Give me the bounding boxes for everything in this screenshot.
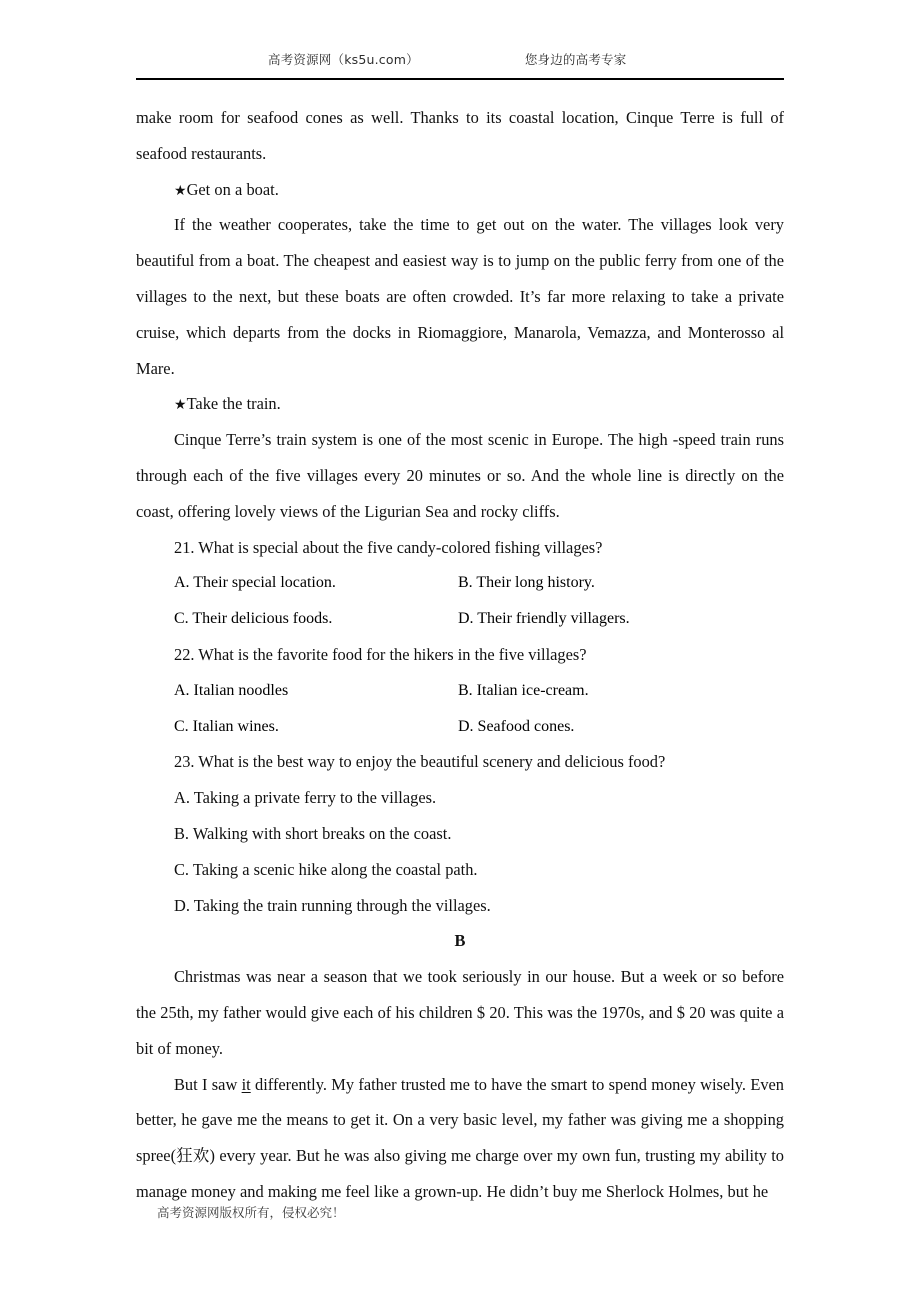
question-22-option-d[interactable]: D. Seafood cones. [458,717,575,735]
paragraph-christmas: Christmas was near a season that we took seriously in our house. But a week or so before the 25th, my father would give each of his children $ 20. This was the 1970s, and $ 20 was quite a bit of money. [136,967,784,1058]
paragraph-seafood: make room for seafood cones as well. Thanks to its coastal location, Cinque Terre is full of seafood restaurants. [136,108,784,163]
question-21-option-b[interactable]: B. Their long history. [458,574,595,592]
paragraph-text-before-underline: But I saw [174,1074,242,1094]
paragraph-boat: If the weather cooperates, take the time to get out on the water. The villages look very beautiful from a boat. The cheapest and easiest way is to jump on the public ferry from one of the villages to the next, but these boats are often crowded. It’s far more relaxing to take a private cruise, which departs from the docks in Riomaggiore, Manarola, Vemazza, and Monterosso al Mare. [136,215,784,378]
bullet-take-the-train-label: Take the train. [186,394,281,414]
star-icon: ★ [174,398,187,414]
question-22-options-row-1 [136,673,784,709]
question-21-option-a[interactable]: A. Their special location. [174,574,336,592]
question-21-options-row-2 [136,601,784,637]
paragraph-train: Cinque Terre’s train system is one of the most scenic in Europe. The high -speed train runs through each of the five villages every 20 minutes or so. And the whole line is directly on the coast, offering lovely views of the Ligurian Sea and rocky cliffs. [136,430,784,521]
page-footer: 高考资源网版权所有，侵权必究！ [157,1205,345,1220]
question-23-option-b[interactable]: B. Walking with short breaks on the coast. [174,823,452,843]
question-22 [136,637,784,744]
question-23-option-d[interactable]: D. Taking the train running through the villages. [174,895,491,915]
header-tagline: 您身边的高考专家 [524,52,627,67]
question-22-stem: 22. What is the favorite food for the hikers in the five villages? [174,644,587,664]
header-row [136,50,784,68]
star-icon: ★ [174,183,187,199]
question-23-stem: 23. What is the best way to enjoy the beautiful scenery and delicious food? [174,752,666,772]
paragraph-but-i-saw-it [136,1067,784,1210]
page-header [136,50,784,80]
header-divider-rule [136,78,784,80]
document-content [136,100,784,1210]
question-23-option-a[interactable]: A. Taking a private ferry to the villages. [174,788,437,808]
question-22-option-a[interactable]: A. Italian noodles [174,681,289,699]
bullet-get-on-a-boat-label: Get on a boat. [186,179,279,199]
question-23-option-c[interactable]: C. Taking a scenic hike along the coastal path. [174,859,478,879]
paragraph-text-after-underline: differently. My father trusted me to have the smart to spend money wisely. Even better, he gave me the means to get it. On a very basic level, my father was giving me a shopping spree(狂欢) every year. But he was also giving me charge over my own fun, trusting my ability to manage money and making me feel like a grown-up. He didn’t buy me Sherlock Holmes, but he [136,1074,784,1201]
section-heading-b: B [454,931,466,951]
question-22-option-c[interactable]: C. Italian wines. [174,717,279,735]
underlined-word-it: it [241,1074,251,1094]
header-site-name: 高考资源网（ks5u.com） [268,52,419,67]
question-21-stem: 21. What is special about the five candy-colored fishing villages? [174,537,603,557]
question-21 [136,530,784,637]
question-22-options-row-2 [136,709,784,745]
question-21-options-row-1 [136,565,784,601]
question-21-option-d[interactable]: D. Their friendly villagers. [458,610,630,628]
question-21-option-c[interactable]: C. Their delicious foods. [174,610,333,628]
bullet-get-on-a-boat [136,172,784,208]
bullet-take-the-train [136,386,784,422]
question-23 [136,744,784,923]
question-22-option-b[interactable]: B. Italian ice-cream. [458,681,589,699]
